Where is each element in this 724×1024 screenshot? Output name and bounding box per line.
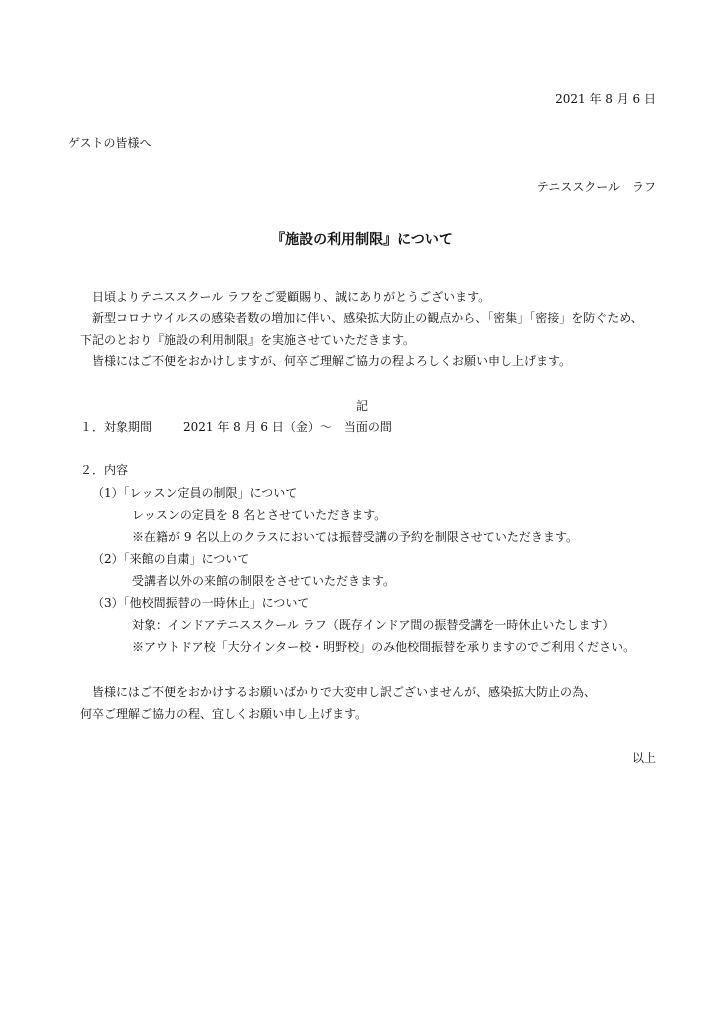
item-1-heading: （1）「レッスン定員の制限」について	[92, 486, 298, 500]
ki-marker: 記	[355, 399, 368, 413]
item-2-heading: （2）「来館の自粛」について	[92, 552, 250, 566]
intro-line-2: 新型コロナウイルスの感染者数の増加に伴い、感染拡大防止の観点から、「密集」「密接」を防ぐため、	[92, 311, 643, 325]
closing-line-2: 何卒ご理解ご協力の程、宜しくお願い申し上げます。	[80, 707, 368, 721]
intro-line-4: 皆様にはご不便をおかけしますが、何卒ご理解ご協力の程よろしくお願い申し上げます。	[92, 354, 572, 368]
item-1-line-1: レッスンの定員を 8 名とさせていただきます。	[132, 508, 387, 522]
closing-line-1: 皆様にはご不便をおかけするお願いばかりで大変申し訳ございませんが、感染拡大防止の為、	[92, 685, 597, 699]
date: 2021 年 8 月 6 日	[555, 92, 656, 106]
intro-line-1: 日頃よりテニススクール ラフをご愛顧賜り、誠にありがとうございます。	[92, 290, 491, 304]
end-mark: 以上	[631, 751, 656, 765]
item-3-line-2: ※アウトドア校「大分インター校・明野校」のみ他校間振替を承りますのでご利用ください。	[132, 640, 636, 654]
item-1-line-2: ※在籍が 9 名以上のクラスにおいては振替受講の予約を制限させていただきます。	[132, 530, 578, 544]
item-3-heading: （3）「他校間振替の一時休止」について	[92, 596, 310, 610]
content-heading: ２．内容	[80, 463, 129, 477]
period-label: １．対象期間	[80, 420, 153, 434]
item-3-line-1: 対象：インドアテニススクール ラフ（既存インドア間の振替受講を一時休止いたします）	[132, 618, 615, 632]
document-title: 『施設の利用制限』について	[271, 232, 453, 248]
addressee: ゲストの皆様へ	[68, 136, 152, 150]
intro-line-3: 下記のとおり『施設の利用制限』を実施させていただきます。	[80, 333, 416, 347]
item-2-line-1: 受講者以外の来館の制限をさせていただきます。	[132, 574, 396, 588]
period-value: 2021 年 8 月 6 日（金）～ 当面の間	[183, 420, 392, 434]
sender: テニススクール ラフ	[536, 180, 656, 194]
